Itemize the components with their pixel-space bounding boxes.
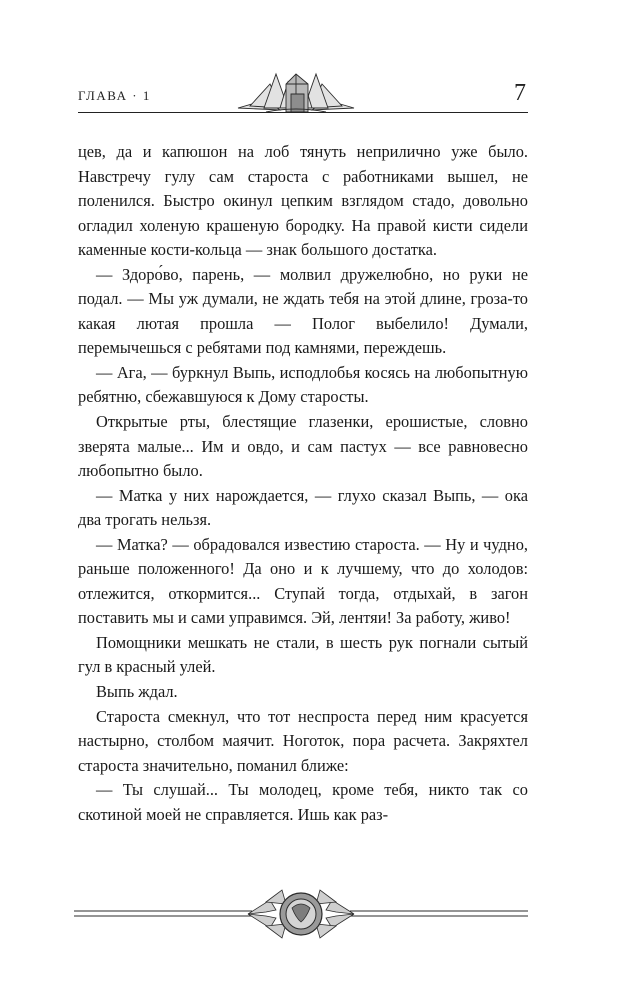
page-number: 7: [514, 80, 526, 106]
crystal-cluster-ornament: [236, 62, 356, 116]
header-rule: [78, 112, 528, 113]
medallion-ornament: [70, 888, 532, 940]
paragraph: цев, да и капюшон на лоб тянуть неприлично уже было. Навстречу гулу сам староста с работниками вышел, не поленился. Быстро окинул цепким взглядом стадо, довольно огладил холеную крашеную бородку. На правой кисти сидели каменные кости-кольца — знак большого достатка.: [78, 142, 528, 260]
paragraph: — Ты слушай... Ты молодец, кроме тебя, никто так со скотиной моей не справляется. Ишь как раз-: [78, 780, 528, 824]
paragraph: Выпь ждал.: [96, 682, 178, 702]
paragraph: Староста смекнул, что тот неспроста перед ним красуется настырно, столбом маячит. Ноготок, пора расчета. Закряхтел староста значительно, поманил ближе:: [78, 706, 528, 775]
paragraph: — Здоро́во, парень, — молвил дружелюбно, но руки не подал. — Мы уж думали, не ждать тебя на этой длине, гроза-то какая лютая прошла — Полог выбелило! Думали, перемычешься с ребятами под камнями, переждешь.: [78, 264, 528, 358]
paragraph: Помощники мешкать не стали, в шесть рук погнали сытый гул в красный улей.: [78, 632, 528, 677]
paragraph: — Матка? — обрадовался известию староста. — Ну и чудно, раньше положенного! Да оно и к лучшему, что до холодов: отлежится, откормится... Ступай тогда, отдыхай, в загон поставить мы и сами управимся. Эй, лентяи! За работу, живо!: [78, 534, 528, 628]
body-text: [78, 140, 528, 827]
chapter-label: ГЛАВА · 1: [78, 88, 151, 103]
paragraph: — Ага, — буркнул Выпь, исподлобья косясь на любопытную ребятню, сбежавшуюся к Дому старосты.: [78, 362, 528, 407]
paragraph: — Матка у них нарождается, — глухо сказал Выпь, — ока два трогать нельзя.: [78, 485, 528, 530]
page-header: [78, 62, 528, 122]
paragraph: Открытые рты, блестящие глазенки, ерошистые, словно зверята малые... Им и овдо, и сам пастух — все равновесно любопытно было.: [78, 412, 528, 481]
